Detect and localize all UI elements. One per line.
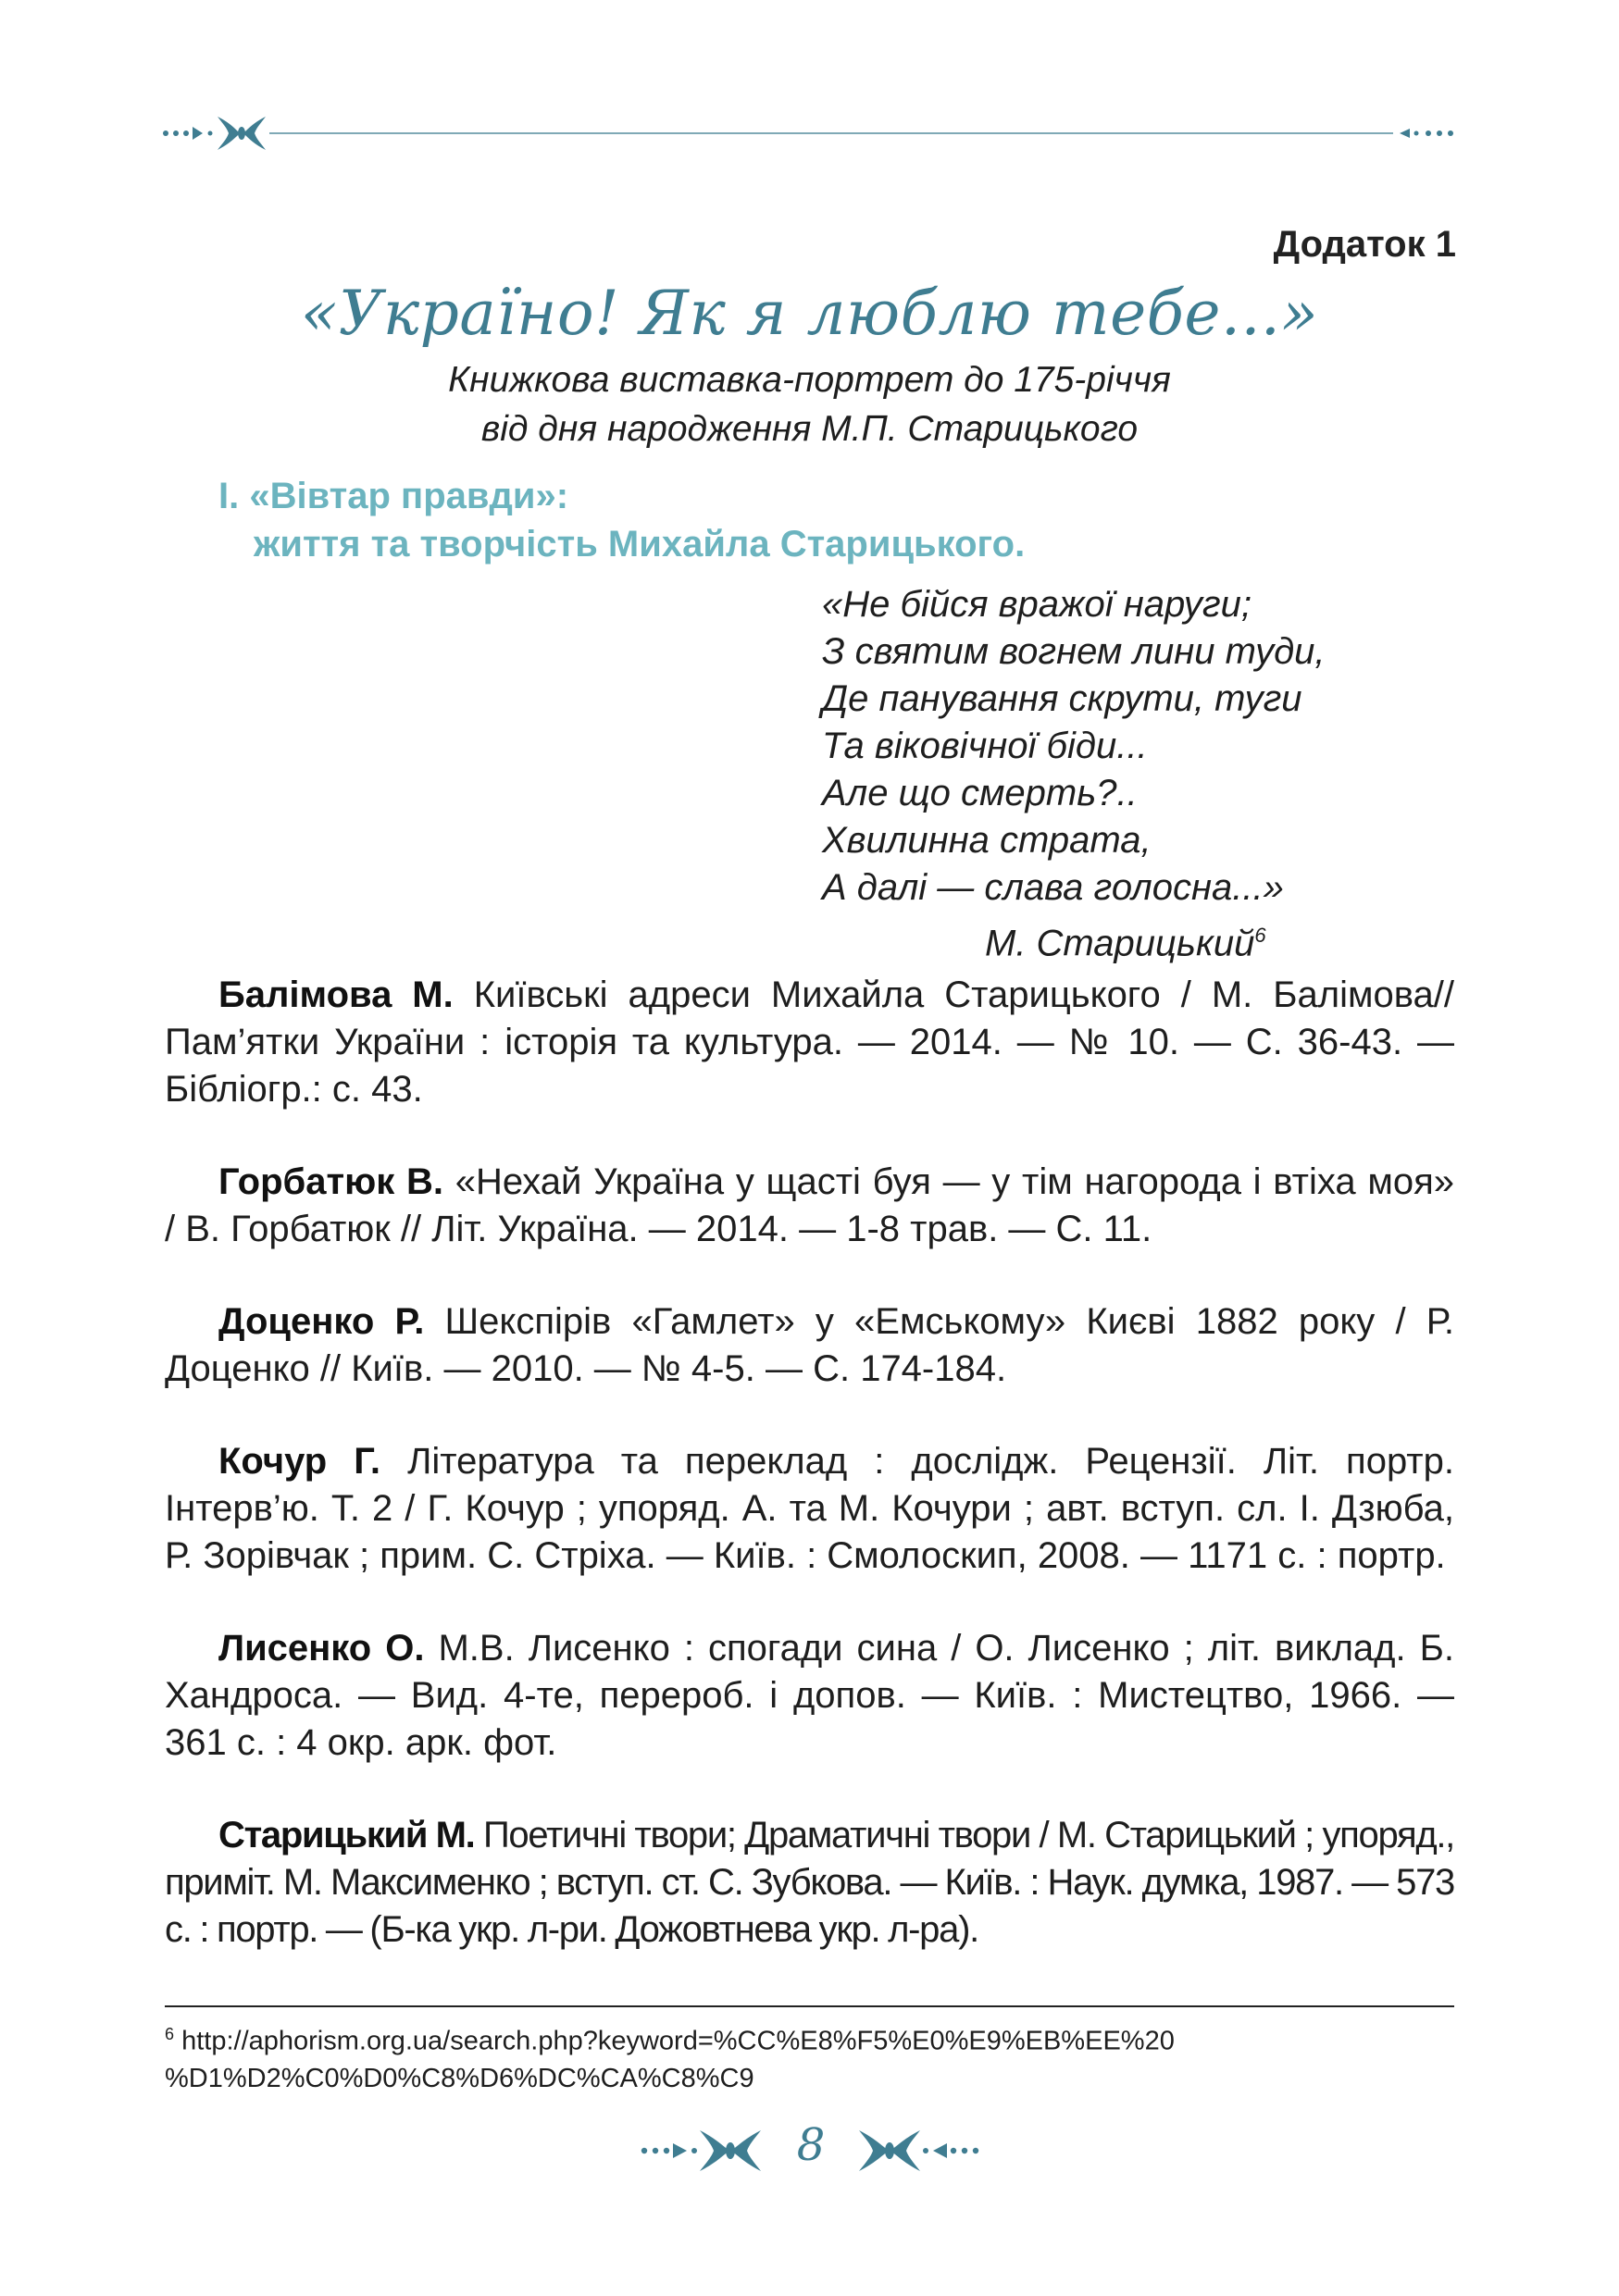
entry-author: Кочур Г. bbox=[218, 1441, 381, 1482]
flourish-ornament-icon bbox=[162, 109, 1463, 157]
epigraph-line: Та віковічної біди... bbox=[822, 726, 1148, 766]
epigraph-line: Де панування скрути, туги bbox=[822, 678, 1302, 719]
entry-text: М.В. Лисенко : спогади сина / О. Лисенко ; літ. виклад. Б. Хандроса. — Вид. 4-те, перероб. і допов. — Київ. : Мистецтво, 1966. — 361 с. : 4 окр. арк. фот. bbox=[165, 1628, 1454, 1763]
footnote-line-1 bbox=[165, 2016, 1454, 2060]
section-heading-line-2: життя та творчість Михайла Старицького. bbox=[254, 524, 1026, 565]
bibliography-entry bbox=[165, 1298, 1454, 1393]
footnote-number: 6 bbox=[165, 2025, 175, 2043]
footnote-reference: 6 bbox=[1254, 924, 1266, 947]
footnote-divider bbox=[165, 2005, 1454, 2007]
entry-author: Горбатюк В. bbox=[218, 1161, 443, 1202]
appendix-label: Додаток 1 bbox=[1273, 224, 1456, 265]
bibliography-list bbox=[165, 972, 1454, 1999]
footnote bbox=[165, 2016, 1454, 2097]
subtitle-line-2: від дня народження М.П. Старицького bbox=[480, 409, 1139, 449]
page-number: 8 bbox=[796, 2119, 826, 2171]
epigraph-line: З святим вогнем лини туди, bbox=[822, 631, 1326, 672]
epigraph-author-name: М. Старицький bbox=[985, 923, 1255, 964]
epigraph-author bbox=[822, 912, 1326, 967]
entry-text: Література та переклад : дослідж. Рецензії. Літ. портр. Інтерв’ю. Т. 2 / Г. Кочур ; упоряд. А. та М. Кочури ; авт. вступ. сл. І. Дзюба, Р. Зорівчак ; прим. С. Стріха. — Київ. : Смолоскип, 2008. — 1171 с. : портр. bbox=[165, 1441, 1454, 1576]
bibliography-entry bbox=[165, 972, 1454, 1113]
epigraph-line: Але що смерть?.. bbox=[822, 773, 1138, 813]
bibliography-entry bbox=[165, 1438, 1454, 1580]
entry-text: Київські адреси Михайла Старицького / М. Балімова// Пам’ятки України : історія та культура. — 2014. — № 10. — С. 36-43. — Бібліогр.: с. 43. bbox=[165, 974, 1454, 1110]
footnote-url-part-1: http://aphorism.org.ua/search.php?keyword=%CC%E8%F5%E0%E9%EB%EE%20 bbox=[181, 2026, 1175, 2056]
epigraph bbox=[822, 581, 1326, 967]
entry-text: Поетичні твори; Драматичні твори / М. Старицький ; упоряд., приміт. М. Максименко ; вступ. ст. С. Зубкова. — Київ. : Наук. думка, 1987. — 573 с. : портр. — (Б-ка укр. л-ри. Дожовтнева укр. л-ра). bbox=[165, 1815, 1454, 1950]
epigraph-line: А далі — слава голосна...» bbox=[822, 867, 1284, 908]
entry-author: Старицький М. bbox=[218, 1815, 475, 1855]
subtitle-line-1: Книжкова виставка-портрет до 175-річчя bbox=[448, 360, 1171, 400]
header-ornament bbox=[162, 109, 1463, 157]
section-heading-line-1: I. «Вівтар правди»: bbox=[218, 476, 569, 516]
bibliography-entry bbox=[165, 1159, 1454, 1253]
section-heading bbox=[218, 472, 1025, 568]
bibliography-entry bbox=[165, 1812, 1454, 1954]
entry-author: Балімова М. bbox=[218, 974, 454, 1015]
epigraph-line: «Не бійся вражої наруги; bbox=[822, 584, 1252, 625]
bibliography-entry bbox=[165, 1625, 1454, 1767]
footnote-url-part-2: %D1%D2%C0%D0%C8%D6%DC%CA%C8%C9 bbox=[165, 2063, 754, 2093]
entry-author: Доценко Р. bbox=[218, 1301, 425, 1342]
entry-text: «Нехай Україна у щасті буя — у тім нагорода і втіха моя» / В. Горбатюк // Літ. Україна. — 2014. — 1-8 трав. — С. 11. bbox=[165, 1161, 1454, 1249]
page-title: «Україно! Як я люблю тебе...» bbox=[300, 278, 1319, 349]
entry-text: Шекспірів «Гамлет» у «Емському» Києві 1882 року / Р. Доценко // Київ. — 2010. — № 4-5. — С. 174-184. bbox=[165, 1301, 1455, 1389]
entry-author: Лисенко О. bbox=[218, 1628, 425, 1669]
epigraph-line: Хвилинна страта, bbox=[822, 820, 1152, 861]
subtitle bbox=[0, 355, 1619, 453]
